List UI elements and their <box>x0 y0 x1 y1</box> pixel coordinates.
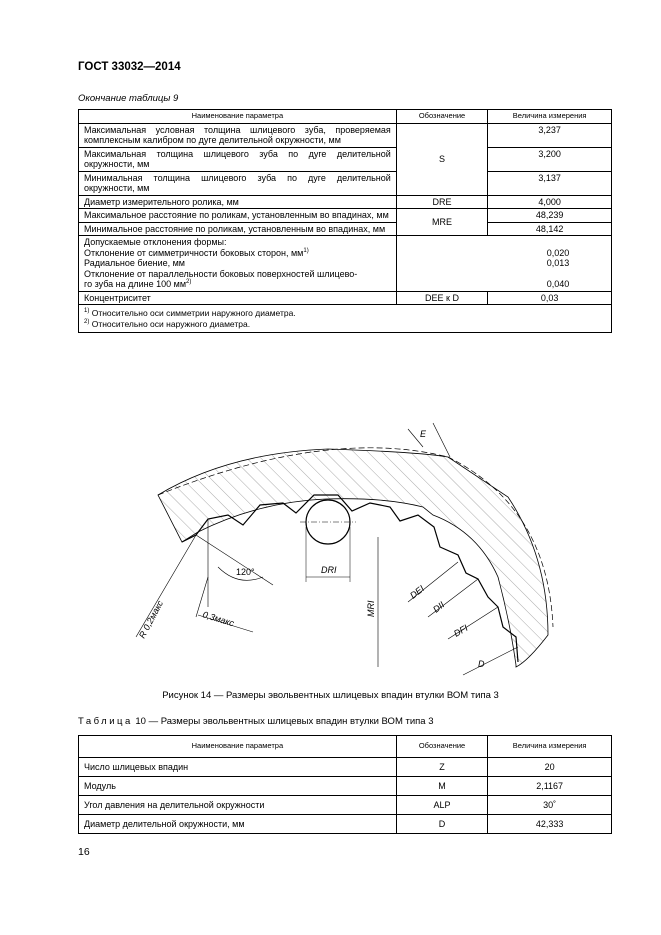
figure-caption: Рисунок 14 — Размеры эвольвентных шлицевых впадин втулки ВОМ типа 3 <box>162 690 499 701</box>
form-line: Отклонение от параллельности боковых поверхностей шлицево- <box>84 268 358 279</box>
table-row <box>79 147 612 171</box>
document-header: ГОСТ 33032—2014 <box>78 61 181 73</box>
column-header: Обозначение <box>396 110 488 124</box>
param-name: Максимальная толщина шлицевого зуба по дуге делительной окружности, мм <box>79 147 397 171</box>
param-symbol: S <box>396 123 488 195</box>
param-symbol: ALP <box>396 795 488 814</box>
param-name: Число шлицевых впадин <box>79 757 397 776</box>
label-angle: 120° <box>236 567 255 577</box>
label-d: D <box>478 659 485 669</box>
form-values <box>396 236 611 292</box>
param-name: Минимальное расстояние по роликам, установленным во впадинах, мм <box>79 222 397 236</box>
param-name: Диаметр измерительного ролика, мм <box>79 195 397 209</box>
form-line: Отклонение от симметричности боковых сторон, $мм^{1)}$ <box>84 247 309 258</box>
column-header: Наименование параметра <box>79 110 397 124</box>
form-line: го зуба на длине 100 $мм^{2)}$ <box>84 279 192 289</box>
page-number: 16 <box>78 846 90 858</box>
param-name-form <box>79 236 397 292</box>
footnote: $^{1)}$ Относительно оси симметрии наружного диаметра. <box>84 308 296 318</box>
spline-hub-figure <box>78 417 598 685</box>
param-name: Концентриситет <box>79 291 397 305</box>
param-name: Угол давления на делительной окружности <box>79 795 397 814</box>
table-row <box>79 123 612 147</box>
param-symbol: M <box>396 776 488 795</box>
param-value: 4,000 <box>488 195 612 209</box>
table-9 <box>78 109 612 333</box>
table-row <box>79 222 612 236</box>
param-symbol: MRE <box>396 209 488 236</box>
label-dri: DRI <box>321 565 337 575</box>
table-row <box>79 776 612 795</box>
table-header-row <box>79 110 612 124</box>
param-value: 20 <box>488 757 612 776</box>
column-header: Величина измерения <box>488 110 612 124</box>
hub-body <box>158 449 548 667</box>
label-r: R 0,2макс <box>136 598 166 640</box>
table-row <box>79 209 612 223</box>
table-row <box>79 236 612 292</box>
table-row <box>79 757 612 776</box>
footnotes <box>79 305 612 333</box>
table-10-title: Таблица 10 — Размеры эвольвентных шлицевых впадин втулки ВОМ типа 3 <box>78 716 434 727</box>
column-header: Обозначение <box>396 736 488 758</box>
param-value: 48,142 <box>488 222 612 236</box>
label-e: E <box>420 429 427 439</box>
param-value: 30˚ <box>488 795 612 814</box>
table-row <box>79 814 612 833</box>
param-value: 42,333 <box>488 814 612 833</box>
param-value: 0,040 <box>546 279 570 289</box>
table-row <box>79 195 612 209</box>
param-value: 3,237 <box>488 123 612 147</box>
table-row <box>79 171 612 195</box>
param-name: Диаметр делительной окружности, мм <box>79 814 397 833</box>
table-row <box>79 291 612 305</box>
param-value: 48,239 <box>488 209 612 223</box>
footnotes-row <box>79 305 612 333</box>
label-dei: DEI <box>408 583 427 601</box>
form-line: Радиальное биение, мм <box>84 258 185 268</box>
param-value: 0,013 <box>546 258 570 268</box>
param-name: Модуль <box>79 776 397 795</box>
param-name: Максимальная условная толщина шлицевого зуба, проверяемая комплексным калибром по дуге делительной окружности, мм <box>79 123 397 147</box>
label-mri: MRI <box>366 600 376 617</box>
column-header: Наименование параметра <box>79 736 397 758</box>
param-value: 2,1167 <box>488 776 612 795</box>
param-name: Максимальное расстояние по роликам, установленным во впадинах, мм <box>79 209 397 223</box>
param-symbol: Z <box>396 757 488 776</box>
param-symbol: DEE к D <box>396 291 488 305</box>
param-symbol: DRE <box>396 195 488 209</box>
param-name: Минимальная толщина шлицевого зуба по дуге делительной окружности, мм <box>79 171 397 195</box>
label-dii: DII <box>431 599 447 615</box>
table-10 <box>78 735 612 834</box>
label-dfi: DFI <box>452 622 470 639</box>
param-value: 3,200 <box>488 147 612 171</box>
d-leader <box>463 647 518 675</box>
label-chamfer: 0,3макс <box>201 609 236 629</box>
footnote: $^{2)}$ Относительно оси наружного диаметра. <box>84 319 251 329</box>
param-value: 0,020 <box>546 247 570 258</box>
param-value: 3,137 <box>488 171 612 195</box>
param-value: 0,03 <box>488 291 612 305</box>
table-row <box>79 795 612 814</box>
table-continuation-label: Окончание таблицы 9 <box>78 93 179 104</box>
column-header: Величина измерения <box>488 736 612 758</box>
param-symbol: D <box>396 814 488 833</box>
table-header-row <box>79 736 612 758</box>
form-title: Допускаемые отклонения формы: <box>84 237 227 247</box>
